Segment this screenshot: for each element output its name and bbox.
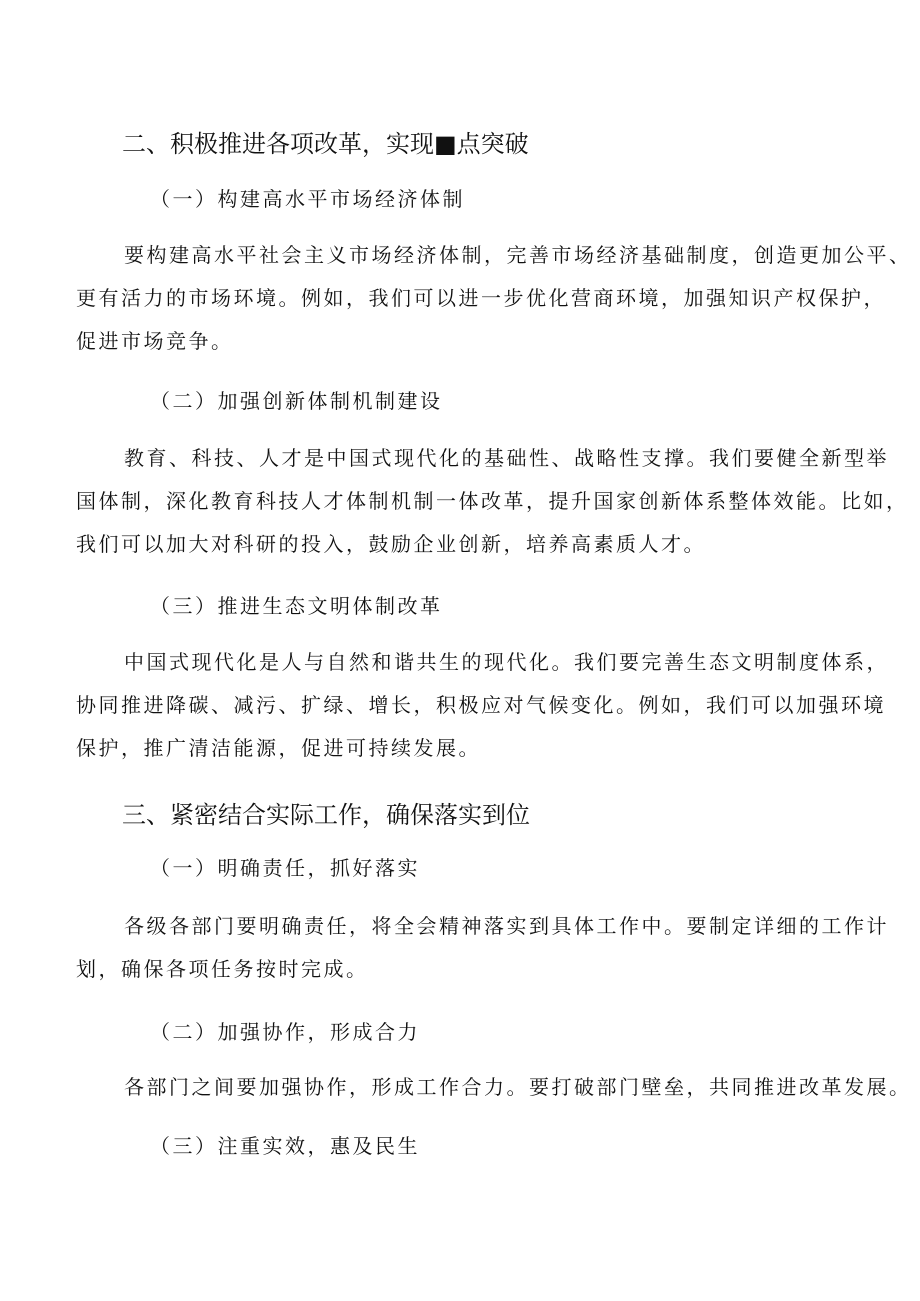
paragraph-2-1 xyxy=(76,234,912,363)
paragraph-2-3 xyxy=(76,641,889,770)
paragraph-line: 中国式现代化是人与自然和谐共生的现代化。我们要完善生态文明制度体系， xyxy=(124,650,889,674)
subsection-title-2-2: （二）加强创新体制机制建设 xyxy=(150,389,443,413)
subsection-title-3-2: （二）加强协作，形成合力 xyxy=(150,1020,420,1044)
paragraph-line: 各部门之间要加强协作，形成工作合力。要打破部门壁垒，共同推进改革发展。 xyxy=(124,1075,912,1099)
paragraph-3-2 xyxy=(76,1066,912,1109)
paragraph-line: 协同推进降碳、减污、扩绿、增长，积极应对气候变化。例如，我们可以加强环境 xyxy=(76,693,886,717)
subsection-title-3-3: （三）注重实效，惠及民生 xyxy=(150,1134,420,1158)
paragraph-line: 促进市场竞争。 xyxy=(76,329,234,353)
paragraph-line: 保护，推广清洁能源，促进可持续发展。 xyxy=(76,736,481,760)
subsection-title-3-1: （一）明确责任，抓好落实 xyxy=(150,856,420,880)
section-heading-3: 三、紧密结合实际工作，确保落实到位 xyxy=(122,801,530,829)
paragraph-line: 教育、科技、人才是中国式现代化的基础性、战略性支撑。我们要健全新型举 xyxy=(124,446,889,470)
section-heading-2: 二、积极推进各项改革，实现■点突破 xyxy=(122,130,529,158)
subsection-title-2-3: （三）推进生态文明体制改革 xyxy=(150,594,443,618)
paragraph-line: 要构建高水平社会主义市场经济体制，完善市场经济基础制度，创造更加公平、 xyxy=(124,243,912,267)
paragraph-line: 划，确保各项任务按时完成。 xyxy=(76,957,369,981)
paragraph-2-2 xyxy=(76,437,909,566)
subsection-title-2-1: （一）构建高水平市场经济体制 xyxy=(150,187,465,211)
paragraph-line: 国体制，深化教育科技人才体制机制一体改革，提升国家创新体系整体效能。比如， xyxy=(76,489,909,513)
paragraph-3-1 xyxy=(76,905,889,991)
paragraph-line: 更有活力的市场环境。例如，我们可以进一步优化营商环境，加强知识产权保护， xyxy=(76,286,886,310)
paragraph-line: 我们可以加大对科研的投入，鼓励企业创新，培养高素质人才。 xyxy=(76,532,706,556)
paragraph-line: 各级各部门要明确责任，将全会精神落实到具体工作中。要制定详细的工作计 xyxy=(124,914,889,938)
